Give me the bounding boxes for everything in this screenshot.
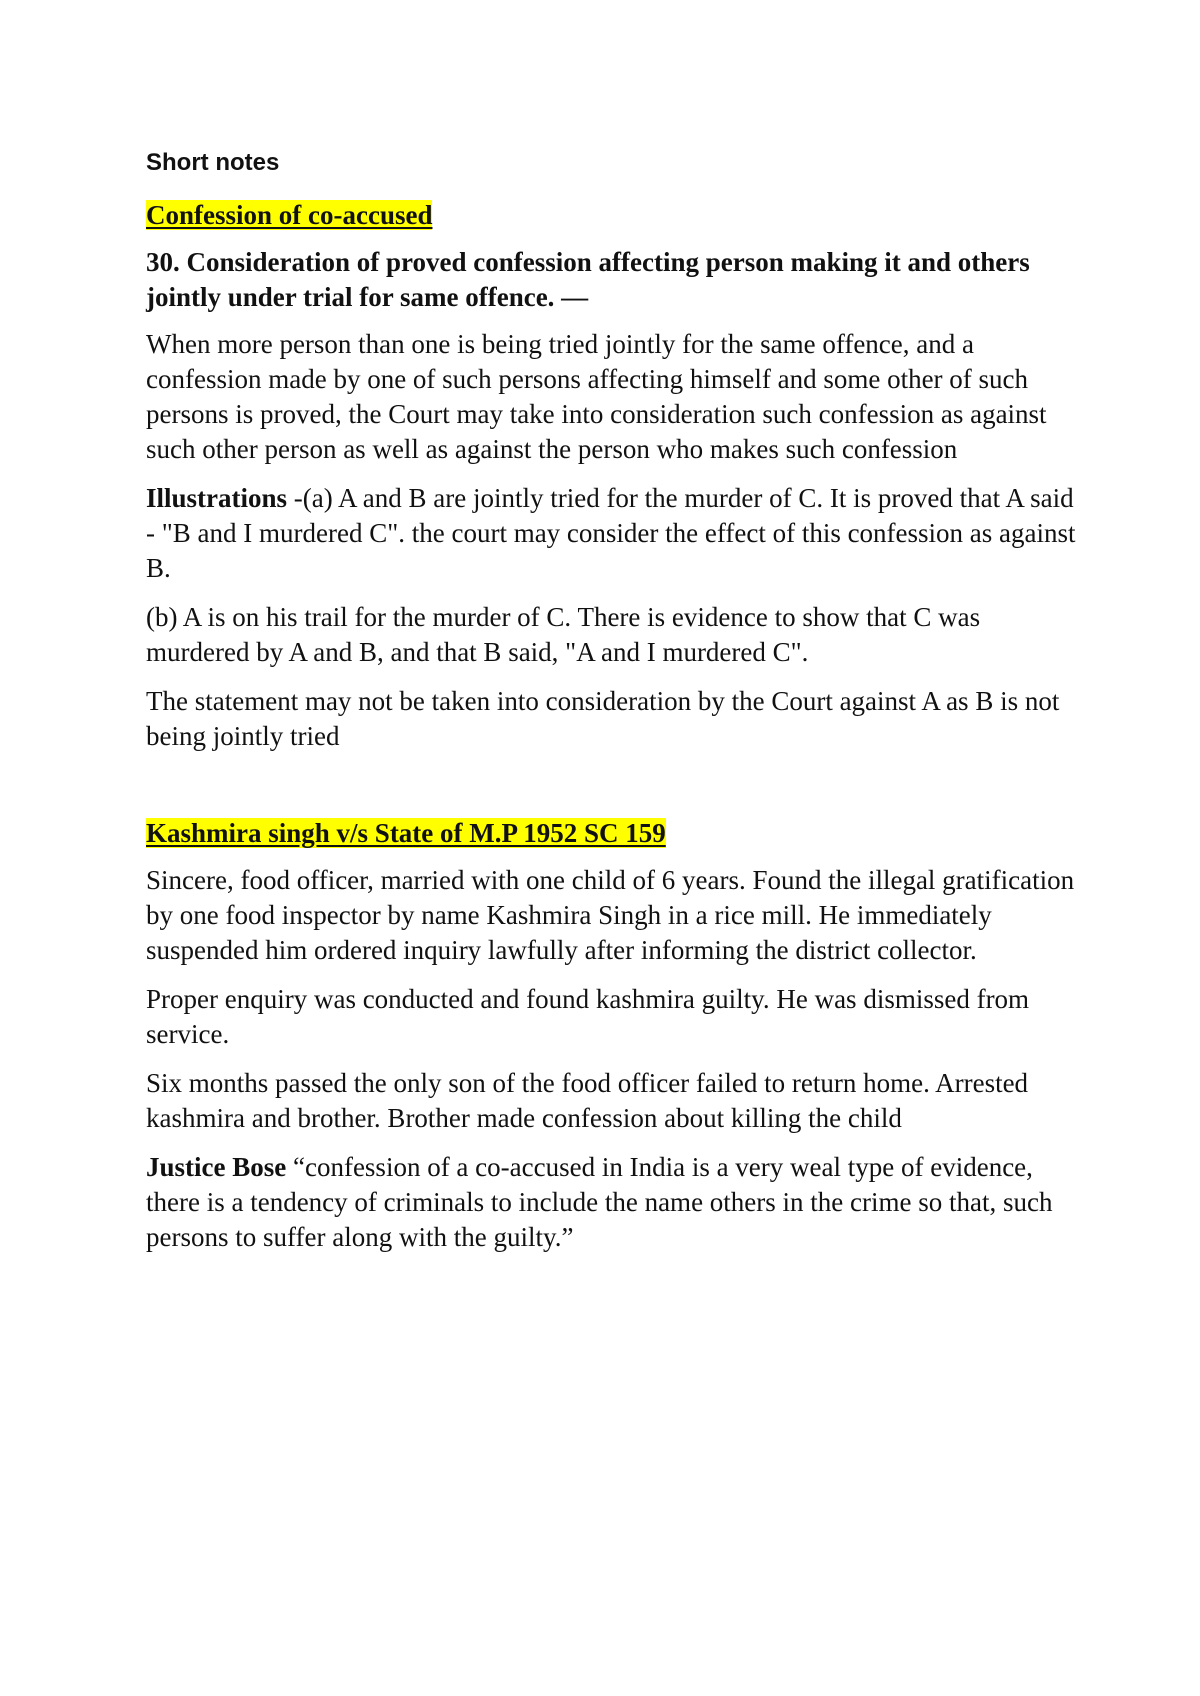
case-paragraph-3: Six months passed the only son of the food officer failed to return home. Arrested kashmira and brother. Brother made confession about killing the child — [146, 1068, 1029, 1133]
section-30-title: 30. Consideration of proved confession affecting person making it and others jointly under trial for same offence. — — [146, 247, 1030, 312]
heading-kashmira-singh-case — [146, 816, 1086, 851]
highlighted-case-heading-text: Kashmira singh v/s State of M.P 1952 SC 159 — [146, 818, 666, 848]
illustration-b-paragraph: (b) A is on his trail for the murder of C. There is evidence to show that C was murdered by A and B, and that B said, "A and I murdered C". — [146, 602, 981, 667]
illustration-a-paragraph — [146, 481, 1086, 586]
case-paragraph-2: Proper enquiry was conducted and found kashmira guilty. He was dismissed from service. — [146, 984, 1030, 1049]
statement-paragraph: The statement may not be taken into consideration by the Court against A as B is not being jointly tried — [146, 686, 1060, 751]
section-30-text: When more person than one is being tried jointly for the same offence, and a confession made by one of such persons affecting himself and some other of such persons is proved, the Court may take into consideration such confession as against such other person as well as against the person who makes such confession — [146, 329, 1047, 464]
justice-bose-quote-paragraph — [146, 1150, 1086, 1255]
justice-bose-quote-text: “confession of a co-accused in India is a very weal type of evidence, there is a tendency of criminals to include the name others in the crime so that, such persons to suffer along with the guilty.” — [146, 1152, 1053, 1252]
illustration-a-text: -(a) A and B are jointly tried for the murder of C. It is proved that A said - "B and I murdered C". the court may consider the effect of this confession as against B. — [146, 483, 1076, 583]
justice-bose-label: Justice Bose — [146, 1152, 287, 1182]
document-page — [146, 140, 1086, 1269]
case-paragraph-1: Sincere, food officer, married with one child of 6 years. Found the illegal gratification by one food inspector by name Kashmira Singh in a rice mill. He immediately suspended him ordered inquiry lawfully after informing the district collector. — [146, 865, 1075, 965]
highlighted-heading-text: Confession of co-accused — [146, 200, 433, 230]
spacer — [146, 768, 1086, 816]
short-notes-title: Short notes — [146, 149, 280, 176]
heading-confession-of-co-accused — [146, 198, 1086, 233]
illustrations-label: Illustrations — [146, 483, 288, 513]
